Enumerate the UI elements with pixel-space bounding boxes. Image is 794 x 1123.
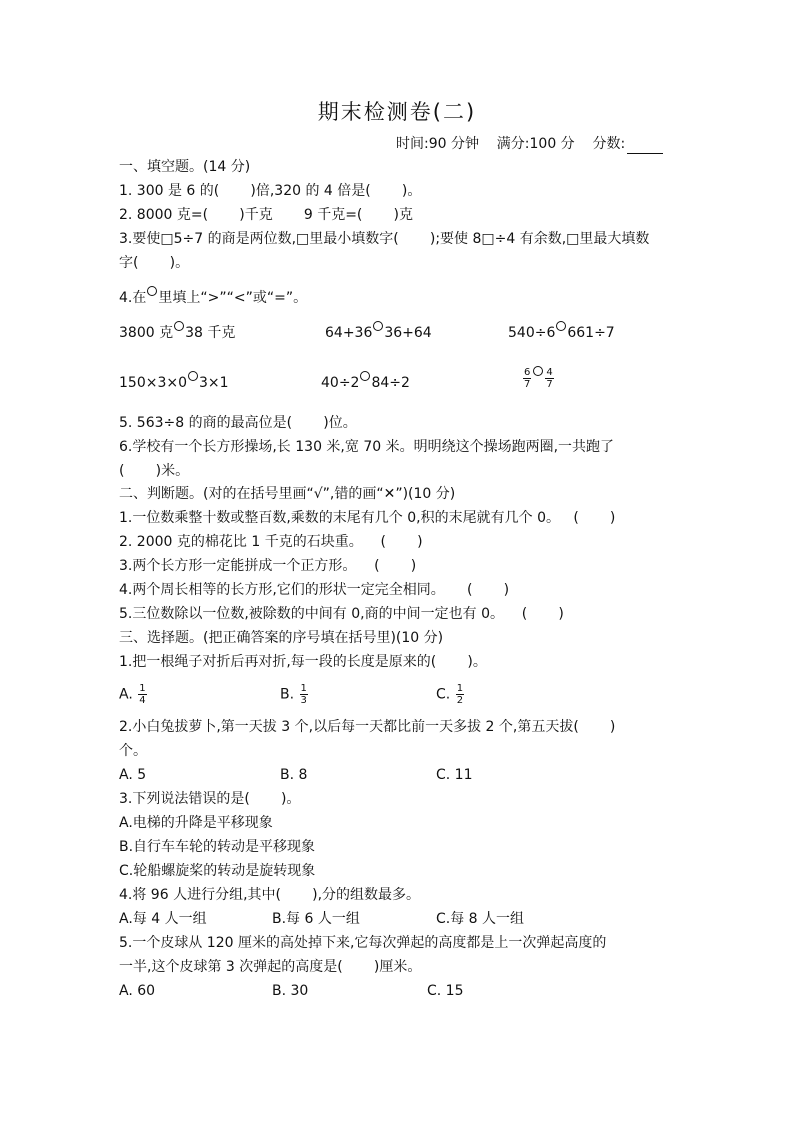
section-choice-heading: 三、选择题。(把正确答案的序号填在括号里)(10 分)	[119, 630, 444, 646]
exam-title: 期末检测卷(二)	[317, 100, 477, 124]
fraction-denominator: 7	[546, 378, 553, 390]
fraction-left	[523, 367, 531, 390]
choice-q2-option-c: C. 11	[436, 767, 473, 783]
fill-q6-line1: 6.学校有一个长方形操场,长 130 米,宽 70 米。明明绕这个操场跑两圈,一共跑了	[119, 439, 615, 455]
fill-q5: 5. 563÷8 的商的最高位是( )位。	[119, 415, 357, 431]
compare-left: 3800 克	[119, 325, 174, 341]
choice-q1-option-a	[119, 683, 148, 706]
choice-q4-option-c: C.每 8 人一组	[436, 911, 525, 927]
circle-icon	[147, 286, 157, 296]
judge-q2: 2. 2000 克的棉花比 1 千克的石块重。 ( )	[119, 534, 423, 550]
section-judge-heading: 二、判断题。(对的在括号里画“√”,错的画“✕”)(10 分)	[119, 486, 456, 502]
fraction-numerator: 1	[300, 683, 307, 694]
fill-q4	[119, 286, 307, 308]
fraction-denominator: 2	[456, 695, 464, 706]
compare-right: 3×1	[199, 375, 229, 391]
score-blank	[627, 138, 663, 154]
choice-q3-option-c: C.轮船螺旋桨的转动是旋转现象	[119, 863, 316, 879]
choice-q2-line2: 个。	[119, 743, 147, 759]
option-fraction	[456, 683, 464, 706]
judge-q1: 1.一位数乘整十数或整百数,乘数的末尾有几个 0,积的末尾就有几个 0。 ( )	[119, 510, 616, 526]
choice-q2-option-b: B. 8	[280, 767, 308, 783]
fraction-numerator: 6	[524, 366, 531, 378]
choice-q2-option-a: A. 5	[119, 767, 147, 783]
compare-left: 64+36	[325, 325, 373, 341]
compare-left: 40÷2	[321, 375, 360, 391]
compare-item-1	[119, 321, 235, 343]
fill-q3-line2: 字( )。	[119, 255, 190, 271]
fill-q2: 2. 8000 克=( )千克 9 千克=( )克	[119, 207, 414, 223]
choice-q5-option-a: A. 60	[119, 983, 156, 999]
option-label: C.	[436, 686, 451, 703]
circle-icon	[188, 371, 198, 381]
judge-q5: 5.三位数除以一位数,被除数的中间有 0,商的中间一定也有 0。 ( )	[119, 606, 564, 622]
compare-item-6	[522, 366, 555, 390]
fraction-right	[545, 367, 553, 390]
judge-q3: 3.两个长方形一定能拼成一个正方形。 ( )	[119, 558, 417, 574]
fraction-denominator: 7	[524, 378, 531, 390]
fill-q6-line2: ( )米。	[119, 463, 190, 479]
choice-q4-option-a: A.每 4 人一组	[119, 911, 207, 927]
choice-q1-option-b	[280, 683, 309, 706]
option-fraction	[138, 683, 146, 706]
option-label: B.	[280, 686, 295, 703]
compare-item-3	[508, 321, 615, 343]
option-fraction	[300, 683, 308, 706]
compare-item-4	[119, 371, 229, 393]
exam-meta	[396, 134, 663, 154]
choice-q5-line2: 一半,这个皮球第 3 次弹起的高度是( )厘米。	[119, 959, 422, 975]
choice-q3: 3.下列说法错误的是( )。	[119, 791, 301, 807]
choice-q5-option-b: B. 30	[272, 983, 309, 999]
section-fill-heading: 一、填空题。(14 分)	[119, 159, 251, 175]
fraction-numerator: 4	[546, 366, 553, 378]
compare-left: 150×3×0	[119, 375, 187, 391]
fraction-numerator: 1	[456, 683, 464, 694]
choice-q4: 4.将 96 人进行分组,其中( ),分的组数最多。	[119, 887, 421, 903]
compare-right: 661÷7	[567, 325, 615, 341]
choice-q2-line1: 2.小白兔拔萝卜,第一天拔 3 个,以后每一天都比前一天多拔 2 个,第五天拔( )	[119, 719, 616, 735]
circle-icon	[360, 371, 370, 381]
choice-q5-line1: 5.一个皮球从 120 厘米的高处掉下来,它每次弹起的高度都是上一次弹起高度的	[119, 935, 607, 951]
fill-q4-text-a: 4.在	[119, 290, 147, 306]
choice-q1-option-c	[436, 683, 465, 706]
fill-q4-text-b: 里填上“>”“<”或“=”。	[158, 290, 308, 306]
fraction-numerator: 1	[139, 683, 146, 694]
compare-right: 36+64	[384, 325, 432, 341]
compare-right: 38 千克	[185, 325, 236, 341]
compare-right: 84÷2	[371, 375, 410, 391]
choice-q3-option-b: B.自行车车轮的转动是平移现象	[119, 839, 316, 855]
compare-item-5	[321, 371, 410, 393]
choice-q5-option-c: C. 15	[427, 983, 464, 999]
choice-q4-option-b: B.每 6 人一组	[272, 911, 360, 927]
exam-meta-text: 时间:90 分钟 满分:100 分 分数:	[396, 136, 626, 152]
circle-icon	[556, 321, 566, 331]
fill-q1: 1. 300 是 6 的( )倍,320 的 4 倍是( )。	[119, 183, 422, 199]
circle-icon	[533, 366, 543, 376]
fraction-denominator: 4	[139, 695, 146, 706]
circle-icon	[373, 321, 383, 331]
compare-item-2	[325, 321, 432, 343]
choice-q1: 1.把一根绳子对折后再对折,每一段的长度是原来的( )。	[119, 654, 487, 670]
circle-icon	[174, 321, 184, 331]
fill-q3-line1: 3.要使□5÷7 的商是两位数,□里最小填数字( );要使 8□÷4 有余数,□里最大填数	[119, 231, 650, 247]
option-label: A.	[119, 686, 133, 703]
compare-left: 540÷6	[508, 325, 556, 341]
choice-q3-option-a: A.电梯的升降是平移现象	[119, 815, 273, 831]
fraction-denominator: 3	[300, 695, 307, 706]
judge-q4: 4.两个周长相等的长方形,它们的形状一定完全相同。 ( )	[119, 582, 510, 598]
